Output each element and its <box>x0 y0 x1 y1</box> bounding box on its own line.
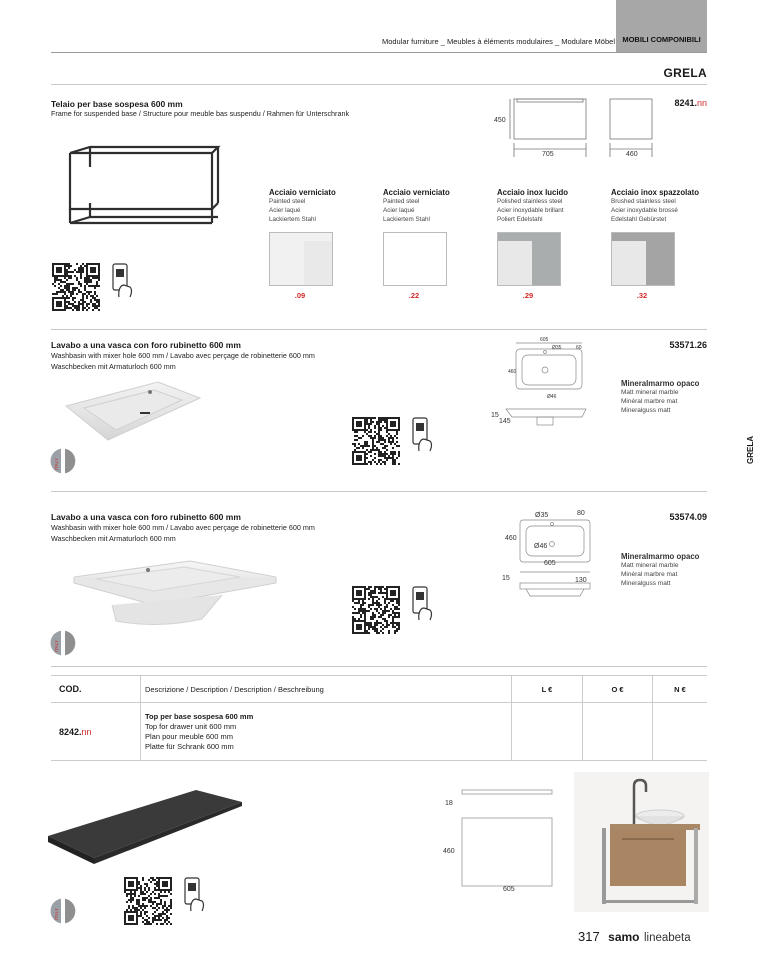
p2-width: 605 <box>540 337 549 343</box>
finish-swatch[interactable] <box>611 232 675 286</box>
finish-name: Acciaio inox lucido <box>497 188 569 197</box>
col-n: N € <box>653 676 708 703</box>
finish-en: Polished stainless steel <box>497 198 563 205</box>
brand-logo: samo <box>608 930 640 944</box>
header-rule <box>51 52 707 53</box>
top-panel-drawing <box>452 786 562 896</box>
finish-en: Painted steel <box>269 198 306 205</box>
swatch-highlight <box>612 241 646 285</box>
section-label: MOBILI COMPONIBILI <box>622 35 701 44</box>
product2-material-de: Mineralguss matt <box>621 407 671 414</box>
origin-label: ITALY <box>54 458 59 470</box>
top-depth: 460 <box>443 848 455 855</box>
phone-scan-icon <box>410 417 434 453</box>
product1-subtitle: Frame for suspended base / Structure pour meuble bas suspendu / Rahmen für Unterschrank <box>51 109 350 118</box>
product3-subtitle-2: Waschbecken mit Armaturloch 600 mm <box>51 534 176 543</box>
finish-name: Acciaio verniciato <box>269 188 336 197</box>
section-tab <box>616 0 707 52</box>
col-l: L € <box>512 676 583 703</box>
product3-material-fr: Minéral marbre mat <box>621 571 678 578</box>
product2-subtitle-1: Washbasin with mixer hole 600 mm / Lavabo avec perçage de robinetterie 600 mm <box>51 351 315 360</box>
p3-height: 130 <box>575 577 587 584</box>
top-panel-image <box>46 786 246 870</box>
header-categories: Modular furniture _ Meubles à éléments modulaires _ Modulare Möbel <box>381 37 615 46</box>
washbasin-image <box>72 555 277 630</box>
collection-title: GRELA <box>663 66 707 80</box>
brand-line: lineabeta <box>643 932 691 944</box>
col-o: O € <box>583 676 653 703</box>
frame-depth: 460 <box>626 151 638 158</box>
page-number: 317 <box>578 929 600 944</box>
p3-drain: Ø46 <box>534 543 548 550</box>
product2-code: 53571.26 <box>669 340 707 350</box>
product1-code <box>674 98 707 108</box>
finish-swatch[interactable] <box>497 232 561 286</box>
finish-price: .22 <box>408 291 420 300</box>
row-o-price <box>583 703 653 761</box>
product2-material-fr: Minéral marbre mat <box>621 398 678 405</box>
col-cod: COD. <box>51 676 141 703</box>
side-label: GRELA <box>746 436 755 464</box>
product3-material-de: Mineralguss matt <box>621 580 671 587</box>
code-number: 8241. <box>674 98 697 108</box>
phone-scan-icon <box>410 586 434 622</box>
p2-hole: Ø35 <box>552 345 562 351</box>
finish-en: Brushed stainless steel <box>611 198 676 205</box>
product2-subtitle-2: Waschbecken mit Armaturloch 600 mm <box>51 362 176 371</box>
top-width: 605 <box>503 886 515 893</box>
table-header-row <box>51 676 707 703</box>
p3-rim: 15 <box>502 575 510 582</box>
col-description: Descrizione / Description / Description / Beschreibung <box>141 676 512 703</box>
washbasin-image <box>62 378 202 448</box>
qr-code-icon <box>352 417 400 465</box>
p3-width: 605 <box>544 560 556 567</box>
product3-material-en: Matt mineral marble <box>621 562 679 569</box>
price-table <box>51 675 707 761</box>
origin-label: ITALY <box>54 640 59 652</box>
qr-code-icon <box>124 877 172 925</box>
product3-material: Mineralmarmo opaco <box>621 552 700 561</box>
row-fr: Plan pour meuble 600 mm <box>145 731 233 741</box>
origin-label: ITALY <box>54 908 59 920</box>
finish-de: Lackiertem Stahl <box>269 216 316 223</box>
product3-subtitle-1: Washbasin with mixer hole 600 mm / Lavabo avec perçage de robinetterie 600 mm <box>51 523 315 532</box>
finish-price: .09 <box>294 291 306 300</box>
finish-swatch[interactable] <box>269 232 333 286</box>
finish-fr: Acier laqué <box>269 207 301 214</box>
phone-scan-icon <box>182 877 206 913</box>
row-en: Top for drawer unit 600 mm <box>145 721 237 731</box>
divider <box>51 84 707 85</box>
finish-de: Lackiertem Stahl <box>383 216 430 223</box>
finish-en: Painted steel <box>383 198 420 205</box>
divider <box>51 491 707 492</box>
row-title: Top per base sospesa 600 mm <box>145 711 254 721</box>
finish-price: .29 <box>522 291 534 300</box>
finish-name: Acciaio verniciato <box>383 188 450 197</box>
finish-fr: Acier laqué <box>383 207 415 214</box>
p3-hole: Ø35 <box>535 512 549 519</box>
row-n-price <box>653 703 708 761</box>
p2-drain: Ø46 <box>547 394 557 400</box>
frame-height: 450 <box>494 117 506 124</box>
p3-depth: 460 <box>505 535 517 542</box>
row-de: Platte für Schrank 600 mm <box>145 741 234 751</box>
p2-depth: 460 <box>508 369 517 375</box>
code-number: 8242. <box>59 726 82 737</box>
top-thickness: 18 <box>445 800 453 807</box>
finish-name: Acciaio inox spazzolato <box>611 188 699 197</box>
footer <box>578 928 691 946</box>
finish-fr: Acier inoxydable brillant <box>497 207 564 214</box>
row-code <box>51 703 141 761</box>
divider <box>51 666 707 667</box>
washbasin-drawing <box>500 508 610 608</box>
row-description <box>141 703 512 761</box>
product3-title: Lavabo a una vasca con foro rubinetto 600 mm <box>51 512 241 522</box>
lifestyle-image <box>574 772 709 912</box>
product1-title: Telaio per base sospesa 600 mm <box>51 99 183 109</box>
p2-back: 60 <box>576 345 582 351</box>
qr-code-icon <box>352 586 400 634</box>
p2-rim: 15 <box>491 412 499 419</box>
frame-width: 705 <box>542 151 554 158</box>
p2-height: 145 <box>499 418 511 425</box>
product2-material: Mineralmarmo opaco <box>621 379 700 388</box>
phone-scan-icon <box>110 263 134 299</box>
swatch-shade <box>304 241 332 285</box>
product2-title: Lavabo a una vasca con foro rubinetto 600 mm <box>51 340 241 350</box>
table-row <box>51 703 707 761</box>
finish-de: Poliert Edelstahl <box>497 216 543 223</box>
row-l-price <box>512 703 583 761</box>
finish-fr: Acier inoxydable brossé <box>611 207 678 214</box>
qr-code-icon <box>52 263 100 311</box>
code-suffix: nn <box>696 98 707 108</box>
frame-image <box>62 145 222 227</box>
finish-de: Edelstahl Gebürstet <box>611 216 667 223</box>
code-suffix: nn <box>81 726 92 737</box>
product2-material-en: Matt mineral marble <box>621 389 679 396</box>
finish-price: .32 <box>636 291 648 300</box>
product3-code: 53574.09 <box>669 512 707 522</box>
swatch-highlight <box>498 241 532 285</box>
p3-back: 80 <box>577 510 585 517</box>
divider <box>51 329 707 330</box>
finish-swatch[interactable] <box>383 232 447 286</box>
